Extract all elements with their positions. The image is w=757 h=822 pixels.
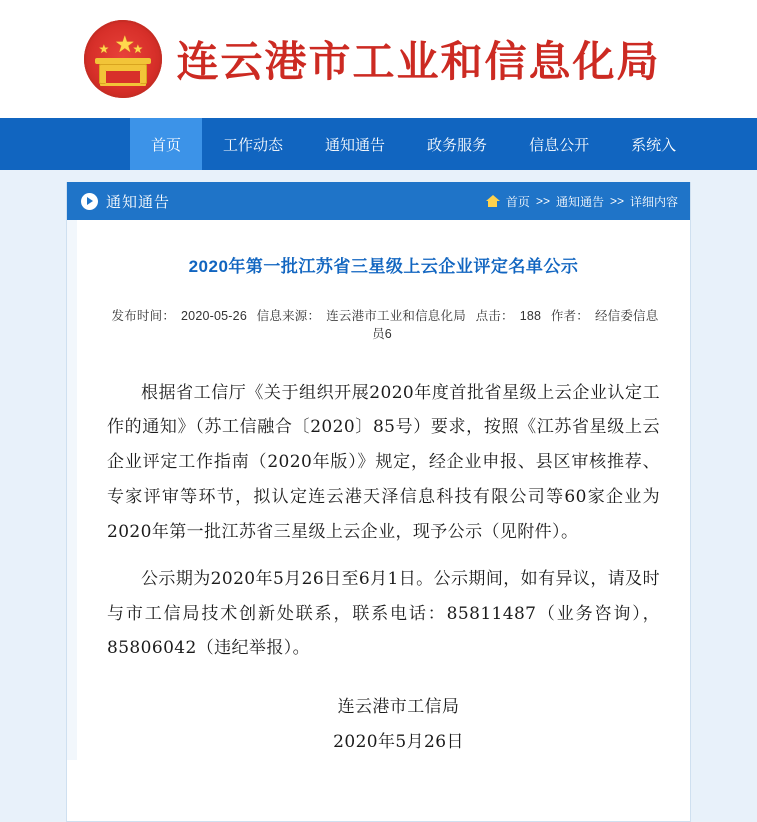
- nav-item-system-entry[interactable]: 系统入: [631, 136, 677, 154]
- article-meta: [107, 306, 660, 342]
- breadcrumb-current: 详细内容: [629, 194, 678, 209]
- main-nav: [0, 118, 757, 170]
- emblem-star-main: ★: [114, 31, 136, 57]
- meta-publish-value: 2020-05-26: [181, 308, 247, 323]
- breadcrumb-home[interactable]: 首页: [505, 194, 530, 209]
- meta-hits-value: 188: [519, 308, 542, 323]
- nav-item-notices[interactable]: 通知通告: [325, 136, 386, 154]
- panel-title: 通知通告: [106, 193, 171, 211]
- panel-header: [67, 182, 690, 220]
- meta-source-label: 信息来源：: [256, 308, 321, 323]
- meta-publish-label: 发布时间：: [111, 308, 176, 323]
- breadcrumb-sep-1: >>: [535, 194, 550, 208]
- signature-org: 连云港市工信局: [337, 697, 460, 718]
- national-emblem-icon: [84, 20, 162, 98]
- signature-date: 2020年5月26日: [333, 732, 464, 753]
- content-wrap: [0, 170, 757, 822]
- article-paragraph-1: 根据省工信厅《关于组织开展2020年度首批省星级上云企业认定工作的通知》（苏工信融合〔2020〕85号）要求，按照《江苏省星级上云企业评定工作指南（2020年版）》规定，经企业申报、县区审核推荐、专家评审等环节，拟认定连云港天泽信息科技有限公司等60家企业为2020年第一批江苏省三星级上云企业，现予公示（见附件）。: [107, 382, 660, 542]
- meta-author-value: 经信委信息员6: [372, 308, 659, 341]
- nav-item-work-news[interactable]: 工作动态: [223, 136, 284, 154]
- site-header: [0, 0, 757, 118]
- home-icon: [486, 195, 500, 208]
- content-panel: [66, 182, 691, 822]
- breadcrumb-sep-2: >>: [609, 194, 624, 208]
- article-paragraph-2: 公示期为2020年5月26日至6月1日。公示期间，如有异议，请及时与市工信局技术创新处联系，联系电话：85811487（业务咨询），85806042（违纪举报）。: [107, 568, 660, 659]
- panel-header-left: [81, 191, 170, 212]
- breadcrumb: [486, 193, 678, 210]
- article-body: [107, 376, 660, 667]
- breadcrumb-category[interactable]: 通知通告: [555, 194, 604, 209]
- article-title: 2020年第一批江苏省三星级上云企业评定名单公示: [188, 257, 579, 276]
- emblem-gate: [99, 64, 147, 84]
- emblem-star-1: ★: [98, 42, 110, 56]
- nav-item-home[interactable]: 首页: [130, 118, 202, 170]
- meta-hits-label: 点击：: [475, 308, 514, 323]
- play-circle-icon: [81, 193, 98, 210]
- meta-author-label: 作者：: [550, 308, 589, 323]
- article-signature: [107, 690, 660, 760]
- nav-item-info-disclosure[interactable]: 信息公开: [529, 136, 590, 154]
- site-title: 连云港市工业和信息化局: [176, 37, 661, 86]
- article: [77, 220, 690, 760]
- emblem-star-2: ★: [132, 42, 144, 56]
- site-header-inner: [84, 20, 660, 98]
- nav-item-gov-services[interactable]: 政务服务: [427, 136, 488, 154]
- meta-source-value: 连云港市工业和信息化局: [326, 308, 466, 323]
- panel-body: [67, 220, 690, 760]
